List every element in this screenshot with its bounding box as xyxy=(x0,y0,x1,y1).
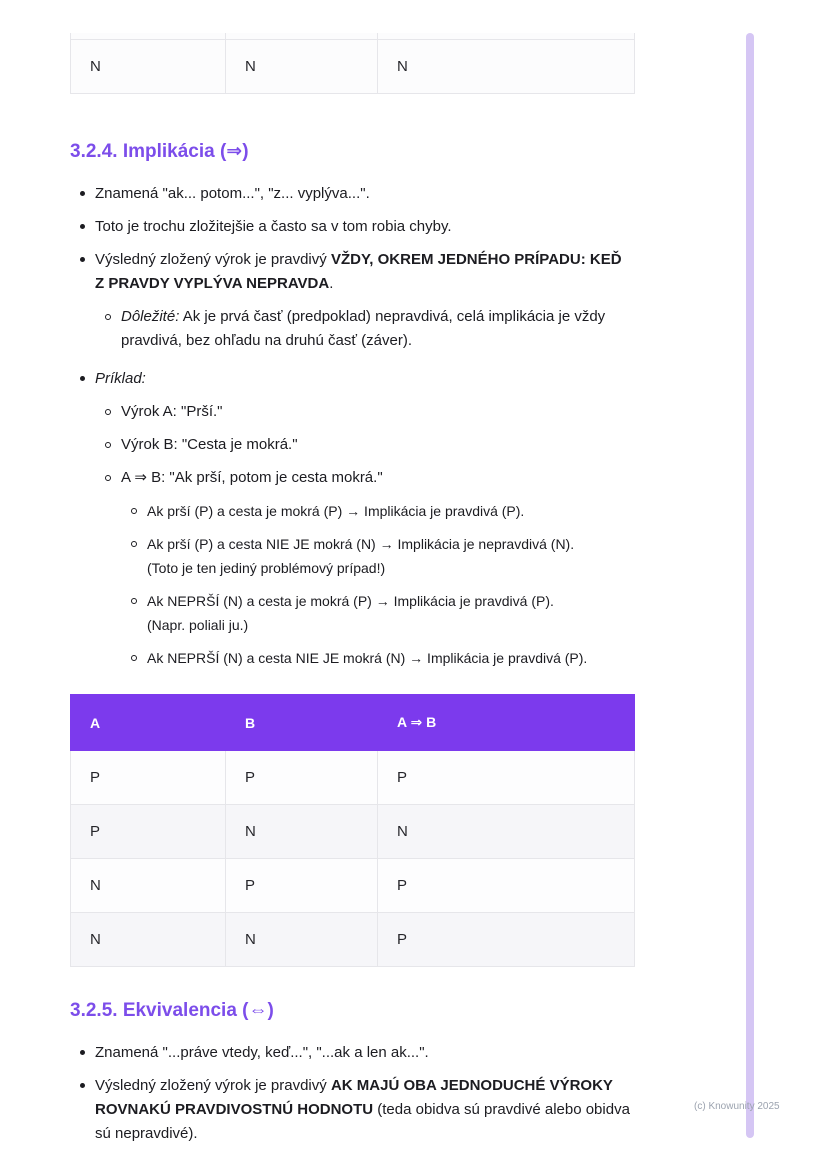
bullet-icon xyxy=(80,376,85,381)
table-row xyxy=(71,805,635,859)
bullet-text: Výsledný zložený výrok je pravdivý xyxy=(95,251,331,268)
circle-bullet-icon xyxy=(131,598,137,604)
circle-bullet-icon xyxy=(105,314,111,320)
bullet-list-implication xyxy=(70,182,634,670)
bullet-text: (Toto je ten jediný problémový prípad!) xyxy=(147,560,386,576)
list-item xyxy=(95,433,634,457)
bullet-text: Ak prší (P) a cesta NIE JE mokrá (N) → Implikácia je nepravdivá (N). xyxy=(147,536,575,552)
list-item xyxy=(70,215,634,239)
bullet-text: Výsledný zložený výrok je pravdivý xyxy=(95,1077,331,1094)
list-item xyxy=(121,589,634,637)
list-item xyxy=(70,248,634,296)
bullet-icon xyxy=(80,224,85,229)
table-cell: P xyxy=(378,751,635,805)
bullet-text-bold: AK MAJÚ OBA JEDNODUCHÉ VÝROKY ROVNAKÚ PRAVDIVOSTNÚ HODNOTU xyxy=(95,1077,613,1118)
table-row xyxy=(71,913,635,967)
table-cell: N xyxy=(71,913,226,967)
bullet-text: . xyxy=(329,275,334,292)
bullet-text: Ak NEPRŠÍ (N) a cesta je mokrá (P) → Implikácia je pravdivá (P). xyxy=(147,593,554,609)
list-item xyxy=(70,182,634,206)
table-cell: N xyxy=(226,40,378,94)
table-header-cell: B xyxy=(226,695,378,751)
table-cell: N xyxy=(226,805,378,859)
table-row xyxy=(71,751,635,805)
bullet-text-italic: Dôležité: xyxy=(121,308,180,325)
circle-bullet-icon xyxy=(105,442,111,448)
bullet-list-equivalence xyxy=(70,1041,634,1146)
table-cell: N xyxy=(71,40,226,94)
table-cell: N xyxy=(226,913,378,967)
list-item xyxy=(121,499,634,523)
bullet-text: Výrok A: "Prší." xyxy=(121,403,223,420)
table-cell: P xyxy=(71,805,226,859)
circle-bullet-icon xyxy=(105,409,111,415)
table-cell: P xyxy=(378,913,635,967)
list-item xyxy=(95,305,634,353)
bullet-text: Znamená "...práve vtedy, keď...", "...ak a len ak...". xyxy=(95,1044,429,1061)
section-heading-ekvivalencia: 3.2.5. Ekvivalencia (⇔) xyxy=(70,1000,274,1021)
truth-table-partial xyxy=(70,33,635,94)
circle-bullet-icon xyxy=(131,655,137,661)
table-cell: P xyxy=(226,859,378,913)
bullet-icon xyxy=(80,1083,85,1088)
list-item xyxy=(70,367,634,391)
table-cell: N xyxy=(71,859,226,913)
bullet-text: (Napr. poliali ju.) xyxy=(147,617,249,633)
bullet-icon xyxy=(80,191,85,196)
list-item xyxy=(95,400,634,424)
table-cell: P xyxy=(226,751,378,805)
bullet-text: Ak je prvá časť (predpoklad) nepravdivá, celá implikácia je vždy pravdivá, bez ohľadu na druhú časť (záver). xyxy=(121,308,606,349)
table-header-cell: A ⇒ B xyxy=(378,695,635,751)
bullet-text: A ⇒ B: "Ak prší, potom je cesta mokrá." xyxy=(121,469,383,486)
circle-bullet-icon xyxy=(131,541,137,547)
table-header-row xyxy=(71,695,635,751)
circle-bullet-icon xyxy=(105,475,111,481)
list-item xyxy=(70,1041,634,1065)
bullet-text: Toto je trochu zložitejšie a často sa v tom robia chyby. xyxy=(95,218,452,235)
truth-table-implication xyxy=(70,694,635,967)
bullet-text: Výrok B: "Cesta je mokrá." xyxy=(121,436,298,453)
table-row xyxy=(71,859,635,913)
bullet-text-bold: VŽDY, OKREM JEDNÉHO PRÍPADU: KEĎ Z PRAVDY VYPLÝVA NEPRAVDA xyxy=(95,251,622,292)
table-row xyxy=(71,40,635,94)
bullet-text: (teda obidva sú pravdivé alebo obidva sú nepravdivé). xyxy=(95,1101,630,1142)
bullet-text: Znamená "ak... potom...", "z... vyplýva...". xyxy=(95,185,370,202)
circle-bullet-icon xyxy=(131,508,137,514)
list-item xyxy=(121,532,634,580)
bullet-text: Ak prší (P) a cesta je mokrá (P) → Implikácia je pravdivá (P). xyxy=(147,503,525,519)
document-content xyxy=(70,33,634,1146)
list-item xyxy=(95,466,634,490)
table-header-cell: A xyxy=(71,695,226,751)
table-cell: N xyxy=(378,805,635,859)
bullet-text-italic: Príklad: xyxy=(95,370,146,387)
table-cell: P xyxy=(378,859,635,913)
section-heading-implikacia: 3.2.4. Implikácia (⇒) xyxy=(70,141,249,162)
table-cell: P xyxy=(71,751,226,805)
table-cell: N xyxy=(378,40,635,94)
footer-credit: (c) Knowunity 2025 xyxy=(694,1101,780,1112)
list-item xyxy=(70,1074,634,1146)
scrollbar-thumb[interactable] xyxy=(746,33,754,1138)
list-item xyxy=(121,646,634,670)
bullet-icon xyxy=(80,1050,85,1055)
bullet-text: Ak NEPRŠÍ (N) a cesta NIE JE mokrá (N) → Implikácia je pravdivá (P). xyxy=(147,650,588,666)
bullet-icon xyxy=(80,257,85,262)
